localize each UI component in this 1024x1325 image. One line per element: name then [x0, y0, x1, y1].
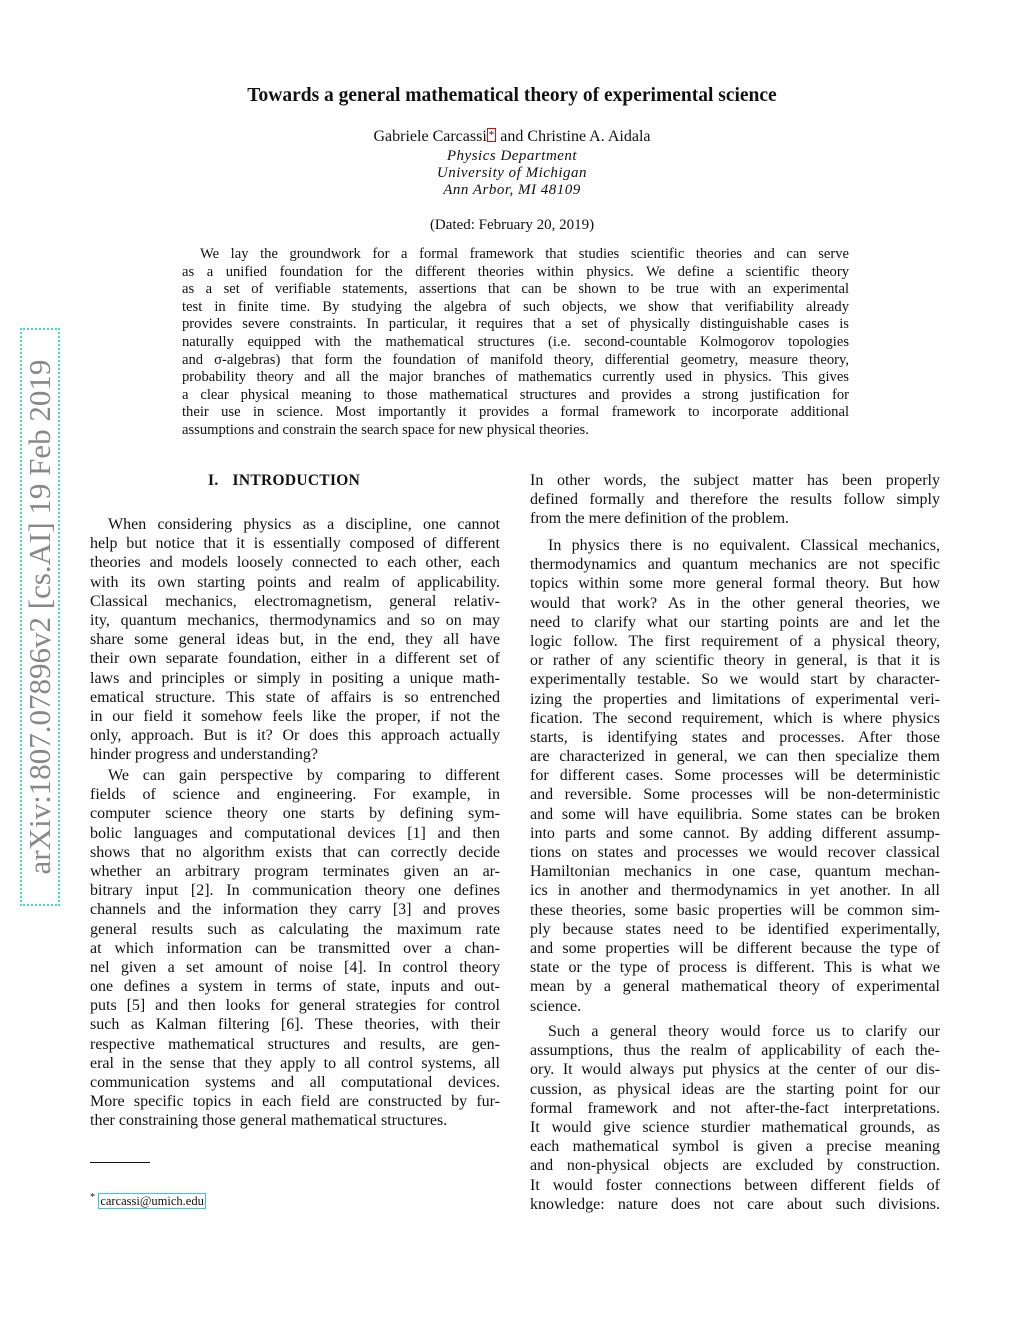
text-line: whether an arbitrary program terminates given an ar-: [90, 862, 500, 880]
text-line: share some general ideas but, in the end, they all have: [90, 631, 500, 649]
author-name: Christine A. Aidala: [527, 128, 651, 145]
author-list: [0, 128, 1024, 146]
affiliation-line: Ann Arbor, MI 48109: [443, 182, 581, 198]
text-line: these theories, some basic properties will be common sim-: [530, 901, 940, 919]
arxiv-identifier: arXiv:1807.07896v2 [cs.AI] 19 Feb 2019: [22, 359, 57, 875]
paper-title: Towards a general mathematical theory of experimental science: [247, 85, 777, 106]
text-line: Classical mechanics, electromagnetism, general relativ-: [90, 592, 500, 610]
text-line: cussion, as physical ideas are the starting point for our: [530, 1080, 940, 1098]
text-line: tions on states and processes we would recover classical: [530, 844, 940, 861]
text-line: in our field it somehow feels like the proper, if not the: [90, 707, 500, 725]
section-number: I.: [208, 472, 219, 489]
text-line: at which information can be transmitted over a chan-: [90, 939, 500, 957]
text-line: one defines a system in terms of state, inputs and out-: [90, 978, 500, 996]
text-line: computer science theory one starts by defining sym-: [90, 805, 500, 823]
text-line: probability theory and all the major branches of mathematics currently used in physics. This gives: [182, 369, 849, 386]
text-line: In other words, the subject matter has been properly: [530, 472, 940, 489]
footnote: [90, 1192, 206, 1209]
text-line: laws and principles or simply in positing a unique math-: [90, 669, 500, 687]
text-line: We can gain perspective by comparing to different: [108, 767, 500, 784]
text-line: puts [5] and then looks for general strategies for control: [90, 997, 500, 1015]
text-line: from the mere definition of the problem.: [530, 510, 790, 528]
abstract: [182, 246, 849, 440]
text-line: respective mathematical structures and results, are gen-: [90, 1035, 500, 1053]
text-line: starts, is identifying states and processes. After those: [530, 728, 940, 746]
author-connector: and: [496, 128, 528, 145]
affiliation-line: Physics Department: [446, 148, 578, 164]
text-line: would that work? As in the other general theories, we: [530, 594, 940, 612]
text-line: and some properties will be different because the type of: [530, 939, 940, 957]
text-line: formal framework and not after-the-fact interpretations.: [530, 1099, 940, 1117]
text-line: general results such as calculating the maximum rate: [90, 920, 500, 938]
text-line: channels and the information they carry [3] and proves: [90, 901, 500, 919]
text-line: communication systems and all computational devices.: [90, 1074, 500, 1091]
text-line: and some will have equilibria. Some states can be broken: [530, 805, 940, 823]
text-line: each mathematical symbol is given a precise meaning: [530, 1138, 940, 1156]
footnote-mark: *: [90, 1192, 96, 1203]
text-line: bolic languages and computational devices [1] and then: [90, 824, 500, 842]
affiliation-line: University of Michigan: [436, 165, 588, 181]
text-line: into parts and some cannot. By adding different assump-: [530, 824, 940, 842]
text-line: In physics there is no equivalent. Classical mechanics,: [548, 537, 940, 554]
paragraph: [530, 536, 940, 1016]
text-line: fields of science and engineering. For example, in: [90, 786, 500, 804]
text-line: nel given a set amount of noise [4]. In control theory: [90, 958, 500, 976]
paragraph: [182, 246, 849, 440]
text-line: test in finite time. By studying the algebra of such objects, we show that verifiability already: [182, 298, 849, 315]
text-line: as a set of verifiable statements, assertions that can be shown to be true with an experimental: [182, 281, 849, 298]
text-line: logic follow. The first requirement of a physical theory,: [530, 632, 940, 650]
paragraph: [530, 471, 940, 529]
text-line: theories and models loosely connected to each other, each: [90, 554, 500, 572]
text-line: thermodynamics and quantum mechanics are not specific: [530, 556, 940, 574]
text-line: ply because states need to be identified experimentally,: [530, 920, 940, 938]
text-line: their use in science. Most importantly it provides a formal framework to incorporate additional: [182, 404, 849, 421]
text-line: It would foster connections between different fields of: [530, 1176, 940, 1194]
text-line: ematical structure. This state of affairs is so entrenched: [90, 688, 500, 706]
text-line: experimentally testable. So we would start by character-: [530, 671, 940, 689]
text-line: assumptions and constrain the search space for new physical theories.: [182, 421, 589, 438]
text-line: state or the type of process is different. This is what we: [530, 959, 940, 977]
text-line: ity, quantum mechanics, thermodynamics and so on may: [90, 611, 500, 629]
text-line: their own separate foundation, either in a different set of: [90, 650, 500, 668]
text-line: ics in another and thermodynamics in yet another. In all: [530, 882, 940, 900]
text-line: Such a general theory would force us to clarify our: [548, 1023, 940, 1040]
text-line: help but notice that it is essentially composed of different: [90, 535, 500, 553]
text-line: for different cases. Some processes will be deterministic: [530, 767, 940, 785]
text-line: knowledge: nature does not care about such divisions.: [530, 1195, 940, 1213]
text-line: shows that no algorithm exists that can correctly decide: [90, 843, 500, 861]
text-line: or rather of any scientific theory in general, is that it is: [530, 652, 940, 670]
footnote-link[interactable]: *: [488, 129, 495, 141]
text-line: provides severe constraints. In particular, it requires that a set of physically distinguishable cases is: [182, 316, 849, 333]
text-line: science.: [530, 997, 582, 1015]
text-line: are characterized in general, we can then specialize them: [530, 748, 940, 766]
text-line: a clear physical meaning to those mathematical structures and provides a strong justification for: [182, 386, 849, 403]
text-line: Hamiltonian mechanics in one case, quantum mechan-: [530, 863, 940, 881]
text-line: ther constraining those general mathematical structures.: [90, 1112, 448, 1130]
email-link[interactable]: carcassi@umich.edu: [100, 1194, 204, 1209]
text-line: and non-physical objects are excluded by construction.: [530, 1157, 940, 1175]
date-line: (Dated: February 20, 2019): [429, 217, 595, 233]
text-line: When considering physics as a discipline, one cannot: [108, 516, 500, 533]
text-line: izing the properties and limitations of experimental veri-: [530, 690, 940, 708]
text-line: defined formally and therefore the results follow simply: [530, 491, 940, 509]
text-line: topics within some more general formal theory. But how: [530, 575, 940, 593]
arxiv-stamp: [20, 328, 60, 906]
text-line: eral in the sense that they apply to all control systems, all: [90, 1054, 500, 1072]
footnote-rule: [90, 1162, 150, 1163]
author-name: Gabriele Carcassi: [373, 128, 487, 145]
section-heading: [208, 472, 374, 490]
paragraph: [90, 766, 500, 1131]
text-line: need to clarify what our starting points are and let the: [530, 613, 940, 631]
text-line: mean by a general mathematical theory of experimental: [530, 978, 940, 996]
text-line: and σ-algebras) that form the foundation of manifold theory, differential geometry, measure theory,: [182, 351, 849, 368]
text-line: bitrary input [2]. In communication theory one defines: [90, 882, 500, 900]
section-title: INTRODUCTION: [232, 472, 361, 489]
text-line: as a unified foundation for the different theories within physics. We define a scientific theory: [182, 263, 849, 280]
text-line: It would give science sturdier mathematical grounds, as: [530, 1118, 940, 1136]
text-line: fication. The second requirement, which is where physics: [530, 709, 940, 727]
text-line: such as Kalman filtering [6]. These theories, with their: [90, 1016, 500, 1034]
text-line: assumptions, thus the realm of applicability of each the-: [530, 1042, 940, 1060]
paragraph: [90, 515, 500, 764]
text-line: naturally equipped with the mathematical structures (i.e. second-countable Kolmogorov topologies: [182, 333, 849, 350]
text-line: ory. It would always put physics at the center of our dis-: [530, 1061, 940, 1079]
text-line: with its own starting points and realm of applicability.: [90, 573, 500, 591]
text-line: hinder progress and understanding?: [90, 746, 318, 764]
text-line: We lay the groundwork for a formal framework that studies scientific theories and can serve: [200, 246, 849, 262]
paragraph: [530, 1022, 940, 1214]
text-line: and reversible. Some processes will be non-deterministic: [530, 786, 940, 804]
text-line: only, approach. But is it? Or does this approach actually: [90, 727, 500, 745]
text-line: More specific topics in each field are constructed by fur-: [90, 1093, 500, 1111]
